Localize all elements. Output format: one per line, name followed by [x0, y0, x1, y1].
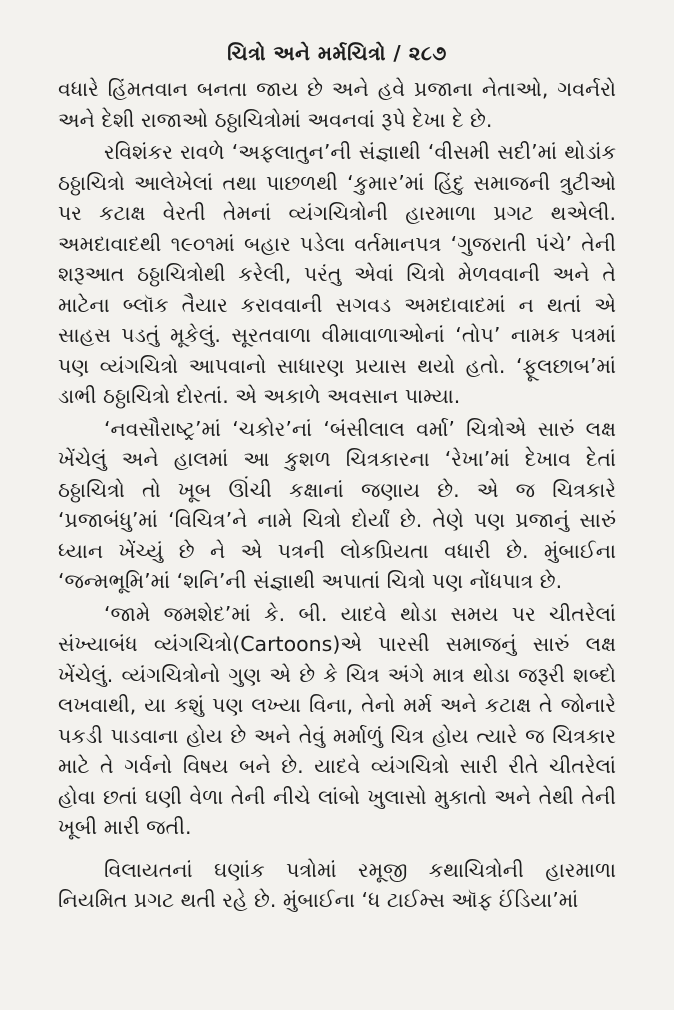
paragraph-1: વધારે હિંમતવાન બનતા જાય છે અને હવે પ્રજાના નેતાઓ, ગવર્નરો અને દેશી રાજાઓ ઠઠ્ઠાચિત્રોમાં અવનવાં રૂપે દેખા દે છે. [58, 77, 616, 132]
paragraph-gap [58, 845, 616, 855]
paragraph-5: વિલાયતનાં ઘણાંક પત્રોમાં રમૂજી કથાચિત્રોની હારમાળા નિયમિત પ્રગટ થતી રહે છે. મુંબાઈના ‘ધ ટાઈમ્સ ઑફ ઈંડિયા’માં [58, 857, 616, 912]
body-text [58, 74, 616, 916]
paragraph-3: ‘નવસૌરાષ્ટ્ર’માં ‘ચકોર’નાં ‘બંસીલાલ વર્મા’ ચિત્રોએ સારું લક્ષ ખેંચેલું અને હાલમાં આ કુશળ ચિત્રકારના ‘રેખા’માં દેખાવ દેતાં ઠઠ્ઠાચિત્રો તો ખૂબ ઊંચી કક્ષાનાં જણાય છે. એ જ ચિત્રકારે ‘પ્રજાબંધુ’માં ‘વિચિત્ર’ને નામે ચિત્રો દોર્યાં છે. તેણે પણ પ્રજાનું સારું ધ્યાન ખેંચ્યું છે ને એ પત્રની લોકપ્રિયતા વધારી છે. મુંબાઈના ‘જન્મભૂમિ’માં ‘શનિ’ની સંજ્ઞાથી અપાતાં ચિત્રો પણ નોંધપાત્ર છે. [58, 416, 616, 593]
paragraph-4: ‘જામે જમશેદ’માં કે. બી. યાદવે થોડા સમય પર ચીતરેલાં સંખ્યાબંધ વ્યંગચિત્રો(Cartoons)એ પારસી સમાજનું સારું લક્ષ ખેંચેલું. વ્યંગચિત્રોનો ગુણ એ છે કે ચિત્ર અંગે માત્ર થોડા જરૂરી શબ્દો લખવાથી, યા કશું પણ લખ્યા વિના, તેનો મર્મ અને કટાક્ષ તે જોનારે પકડી પાડવાના હોય છે અને તેવું મર્માળું ચિત્ર હોય ત્યારે જ ચિત્રકાર માટે તે ગર્વનો વિષય બને છે. યાદવે વ્યંગચિત્રો સારી રીતે ચીતરેલાં હોવા છતાં ઘણી વેળા તેની નીચે લાંબો ખુલાસો મુકાતો અને તેથી તેની ખૂબી મારી જતી. [58, 601, 616, 839]
running-head: ચિત્રો અને મર્મચિત્રો / ૨૮૭ [227, 41, 447, 65]
paragraph-2: રવિશંકર રાવળે ‘અફલાતુન’ની સંજ્ઞાથી ‘વીસમી સદી’માં થોડાંક ઠઠ્ઠાચિત્રો આલેખેલાં તથા પાછળથી ‘કુમાર’માં હિંદુ સમાજની ત્રુટીઓ પર કટાક્ષ વેરતી તેમનાં વ્યંગચિત્રોની હારમાળા પ્રગટ થએલી. અમદાવાદથી ૧૯૦૧માં બહાર પડેલા વર્તમાનપત્ર ‘ગુજરાતી પંચે’ તેની શરૂઆત ઠઠ્ઠાચિત્રોથી કરેલી, પરંતુ એવાં ચિત્રો મેળવવાની અને તે માટેના બ્લૉક તૈયાર કરાવવાની સગવડ અમદાવાદમાં ન થતાં એ સાહસ પડતું મૂકેલું. સૂરતવાળા વીમાવાળાઓનાં ‘તોપ’ નામક પત્રમાં પણ વ્યંગચિત્રો આપવાનો સાધારણ પ્રયાસ થયો હતો. ‘ફૂલછાબ’માં ડાભી ઠઠ્ઠાચિત્રો દોરતાં. એ અકાળે અવસાન પામ્યા. [58, 140, 616, 408]
